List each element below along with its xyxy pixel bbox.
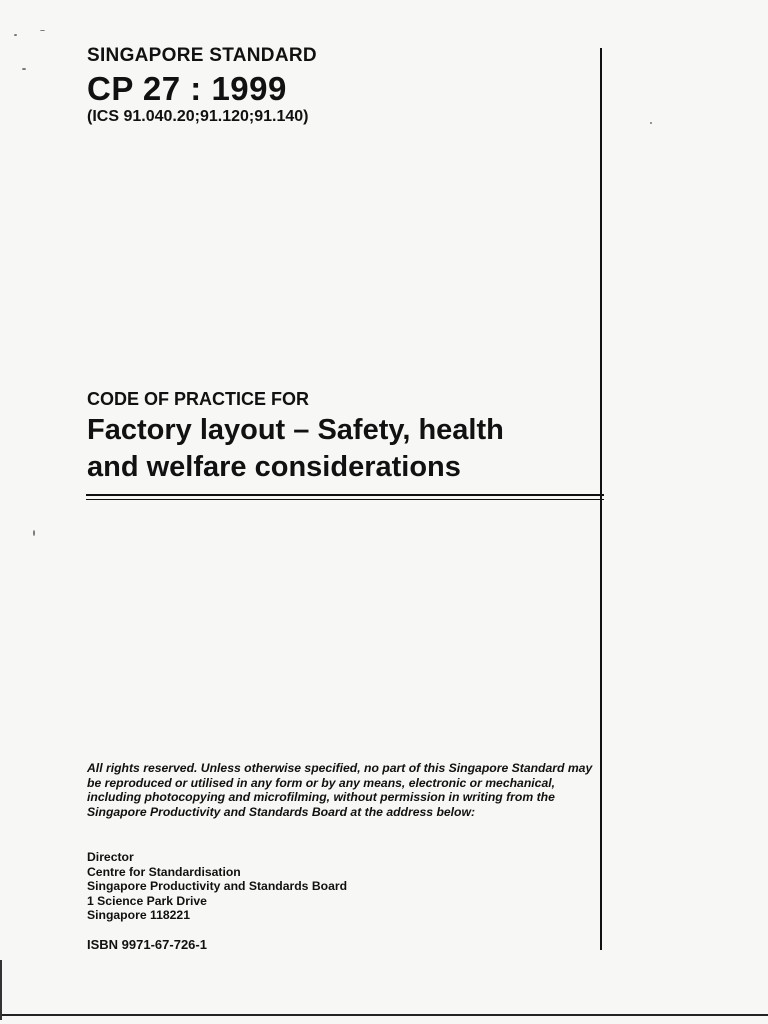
scan-speck [22,68,26,70]
address-line: 1 Science Park Drive [87,893,207,908]
scan-speck [14,34,17,36]
standard-label: SINGAPORE STANDARD [87,45,317,66]
copyright-notice: All rights reserved. Unless otherwise specified, no part of this Singapore Standard may be reproduced or utilised in any form or by any means, electronic or mechanical, including photocopying and microfilming, without permission in writing from the Singapore Productivity and Standards Board at the address below: [87,761,593,819]
page-bottom-edge [0,1014,768,1016]
isbn: ISBN 9971-67-726-1 [87,937,207,952]
address-block [87,850,347,923]
ics-codes: (ICS 91.040.20;91.120;91.140) [87,108,309,125]
scan-speck [650,122,652,124]
scan-speck [40,30,45,31]
title-rule-thin [86,499,604,500]
address-line: Singapore 118221 [87,908,190,923]
standard-number: CP 27 : 1999 [87,70,287,107]
title-line-1: Factory layout – Safety, health [87,414,504,446]
address-line: Centre for Standardisation [87,864,241,879]
address-line: Director [87,850,134,864]
document-title [87,412,597,486]
scan-speck [33,530,35,536]
title-rule-thick [86,494,604,496]
code-of-practice-label: CODE OF PRACTICE FOR [87,389,310,409]
page-left-edge [0,960,2,1020]
title-line-2: and welfare considerations [87,451,461,483]
address-line: Singapore Productivity and Standards Board [87,879,348,894]
